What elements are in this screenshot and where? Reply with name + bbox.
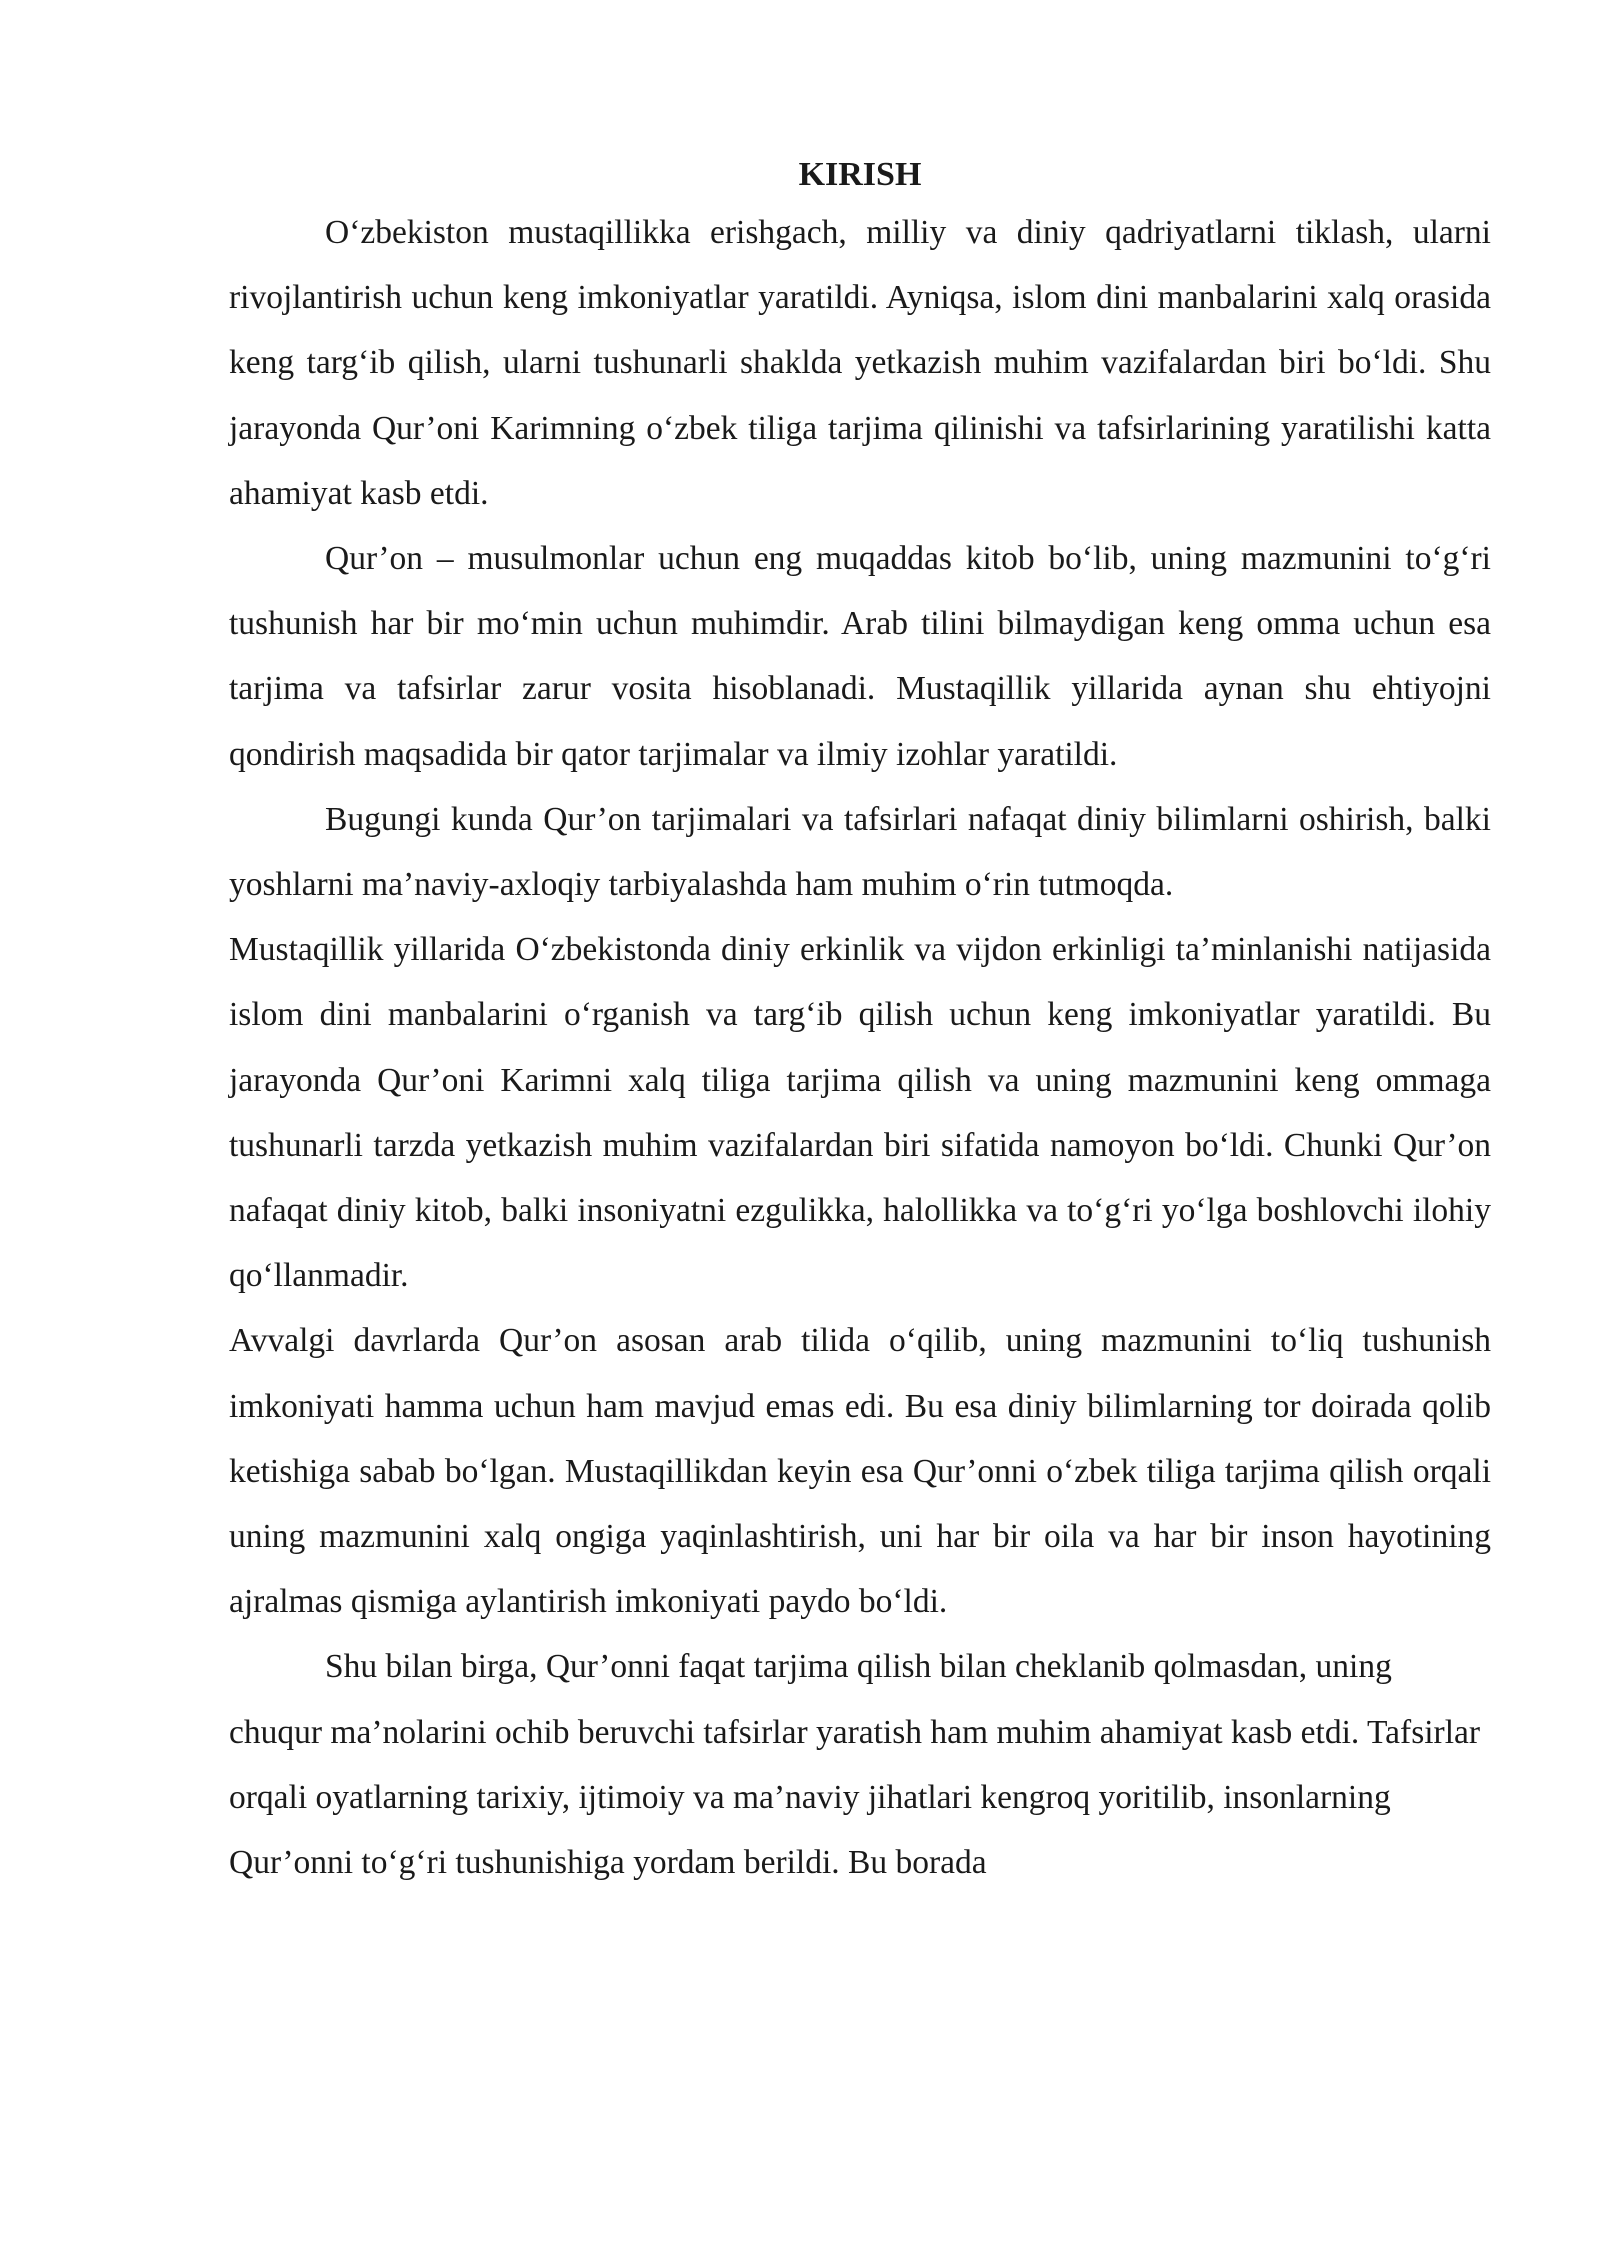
paragraph-6: Shu bilan birga, Qur’onni faqat tarjima qilish bilan cheklanib qolmasdan, uning chuqur ma’nolarini ochib beruvchi tafsirlar yaratish ham muhim ahamiyat kasb etdi. Tafsirlar orqali oyatlarning tarixiy, ijtimoiy va ma’naviy jihatlari kengroq yoritilib, insonlarning Qur’onni to‘g‘ri tushunishiga yordam berildi. Bu borada [229,1648,1481,1882]
document-body [229,150,1491,1895]
paragraph-3: Bugungi kunda Qur’on tarjimalari va tafsirlari nafaqat diniy bilimlarni oshirish, balki yoshlarni ma’naviy-axloqiy tarbiyalashda ham muhim o‘rin tutmoqda. [229,800,1491,904]
paragraph-1: O‘zbekiston mustaqillikka erishgach, milliy va diniy qadriyatlarni tiklash, ularni rivojlantirish uchun keng imkoniyatlar yaratildi. Ayniqsa, islom dini manbalarini xalq orasida keng targ‘ib qilish, ularni tushunarli shaklda yetkazish muhim vazifalardan biri bo‘ldi. Shu jarayonda Qur’oni Karimning o‘zbek tiliga tarjima qilinishi va tafsirlarining yaratilishi katta ahamiyat kasb etdi. [229,214,1491,512]
document-title: KIRISH [798,156,922,193]
paragraph-2: Qur’on – musulmonlar uchun eng muqaddas kitob bo‘lib, uning mazmunini to‘g‘ri tushunish har bir mo‘min uchun muhimdir. Arab tilini bilmaydigan keng omma uchun esa tarjima va tafsirlar zarur vosita hisoblanadi. Mustaqillik yillarida aynan shu ehtiyojni qondirish maqsadida bir qator tarjimalar va ilmiy izohlar yaratildi. [229,540,1491,773]
paragraph-4: Mustaqillik yillarida O‘zbekistonda diniy erkinlik va vijdon erkinligi ta’minlanishi natijasida islom dini manbalarini o‘rganish va targ‘ib qilish uchun keng imkoniyatlar yaratildi. Bu jarayonda Qur’oni Karimni xalq tiliga tarjima qilish va uning mazmunini keng ommaga tushunarli tarzda yetkazish muhim vazifalardan biri sifatida namoyon bo‘ldi. Chunki Qur’on nafaqat diniy kitob, balki insoniyatni ezgulikka, halollikka va to‘g‘ri yo‘lga boshlovchi ilohiy qo‘llanmadir. [229,931,1491,1295]
paragraph-5: Avvalgi davrlarda Qur’on asosan arab tilida o‘qilib, uning mazmunini to‘liq tushunish imkoniyati hamma uchun ham mavjud emas edi. Bu esa diniy bilimlarning tor doirada qolib ketishiga sabab bo‘lgan. Mustaqillikdan keyin esa Qur’onni o‘zbek tiliga tarjima qilish orqali uning mazmunini xalq ongiga yaqinlashtirish, uni har bir oila va har bir inson hayotining ajralmas qismiga aylantirish imkoniyati paydo bo‘ldi. [229,1322,1491,1621]
